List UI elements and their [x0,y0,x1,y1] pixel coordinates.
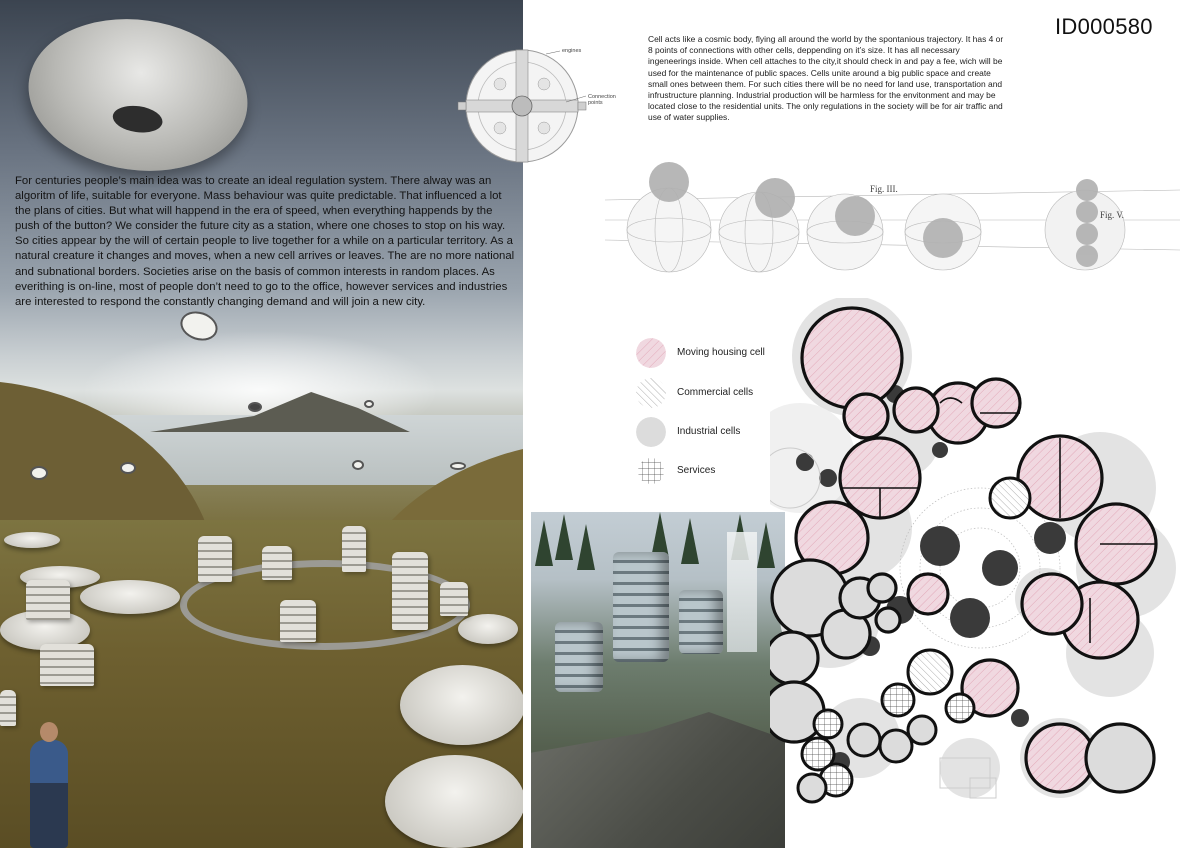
cell-tower [280,600,316,642]
cell-tower [40,644,94,686]
cell-tower [0,690,16,726]
legend-swatch-services [636,456,666,486]
site-plan-drawing [770,298,1190,843]
cell-tower [440,582,468,616]
city-render-image [0,0,523,848]
flying-cell-small [248,402,262,412]
project-id: ID000580 [1055,14,1153,39]
legend-label: Services [677,465,716,476]
cell-cylinder [555,622,603,692]
figure-label: Fig. V. [1100,210,1124,220]
cell-tower [392,552,428,630]
cell-disc [458,614,518,644]
forest-cliff-image [531,512,785,848]
flying-cell-small [30,466,48,480]
cell-tower [262,546,292,580]
orbit-sphere-figures [605,160,1185,282]
cell-disc [400,665,523,745]
cell-cylinder [613,552,669,662]
cell-tower [198,536,232,582]
cell-description: Cell acts like a cosmic body, flying all around the world by the spontanious trajectory. It has 4 or 8 points of connections with other cells, deppending on it’s size. It has all necessary ingeneerings inside. When cell attaches to the city,it should check in and pay a fee, wich will be used for the maintenance of public spaces. Cells unite around a big public space and create small ones between them. For such cities there will be no need for land use, transportation and infrustructure planning. Industrial production will be harmless for the envitonment and may be located close to the residential units. The only regulations in the society will be for air traffic and use of water supplies. [648,34,1004,123]
cell-cylinder [679,590,723,654]
figure-label: Fig. III. [870,184,898,194]
flying-cell-small [450,462,466,470]
legend-swatch-industrial [636,417,666,447]
cliff [531,712,785,848]
cell-tower [342,526,366,572]
flying-cell-small [364,400,374,408]
intro-paragraph: For centuries people’s main idea was to create an ideal regulation system. There alway was an algoritm of life, suitable for everyone. Mass behaviour was quite predictable. That influenced a lot the plans of cities. But what will happend in the era of speed, when everything happends by the push of the button? We consider the future city as a station, where one choses to stop on his way. So cities appear by the will of certain people to live together for a while on a particular territory. As a natural creature it changes and moves, when a new cell arrives or leaves. The are no more national and subnational borders. Societies arise on the basis of common interests in random places. As everithing is on-line, most of people don’t need to go to the office, however services and industries are interested to respond the constantly changing demand and will join a new city. [15,175,515,308]
cell-tower [26,580,70,620]
person-figure [30,740,68,848]
legend-swatch-housing [636,338,666,368]
cell-disc [385,755,523,848]
cell-disc [4,532,60,548]
flying-cell-large [19,5,258,184]
cell-disc [80,580,180,614]
cell-section-diagram [456,44,596,169]
legend-swatch-commercial [636,378,666,408]
legend-label: Moving housing cell [677,347,765,358]
flying-cell-small [352,460,364,470]
connection-points-label: Connection points [588,94,616,106]
legend-label: Commercial cells [677,387,754,398]
engines-label: engines [562,48,582,54]
flying-cell-small [120,462,136,474]
legend-label: Industrial cells [677,426,741,437]
